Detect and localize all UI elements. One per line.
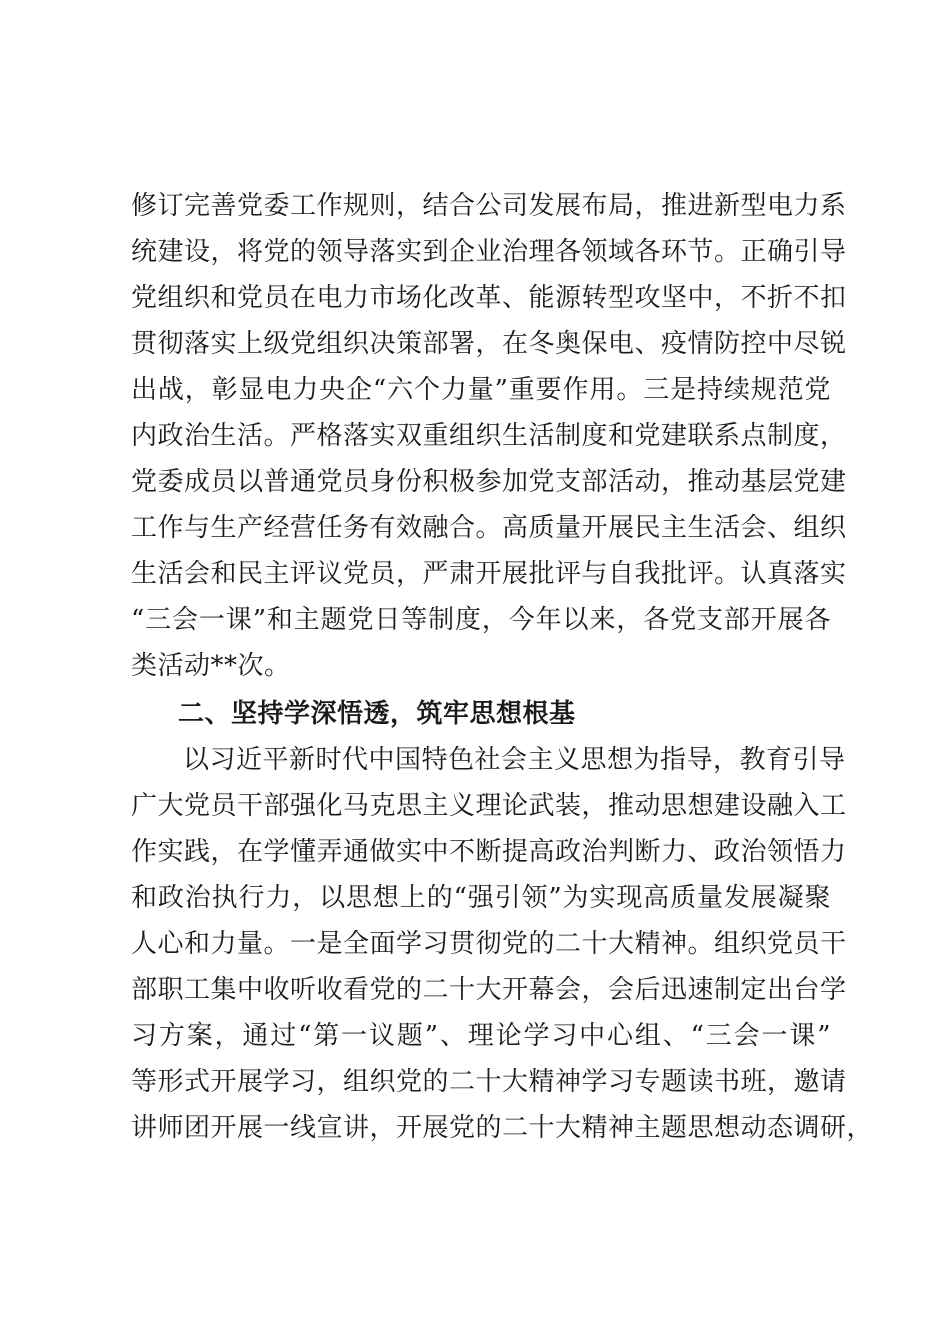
paragraph-line: 广大党员干部强化马克思主义理论武装，推动思想建设融入工: [131, 791, 847, 821]
paragraph-line: 类活动**次。: [131, 651, 291, 681]
section-2-heading: 二、坚持学深悟透，筑牢思想根基: [178, 699, 576, 729]
paragraph-line: “三会一课”和主题党日等制度，今年以来，各党支部开展各: [131, 605, 831, 635]
paragraph-line: 习方案，通过“第一议题”、理论学习中心组、“三会一课”: [131, 1021, 831, 1051]
paragraph-line: 以习近平新时代中国特色社会主义思想为指导，教育引导: [183, 745, 846, 775]
paragraph-line: 讲师团开展一线宣讲，开展党的二十大精神主题思想动态调研，: [131, 1113, 874, 1143]
paragraph-line: 党组织和党员在电力市场化改革、能源转型攻坚中，不折不扣: [131, 283, 847, 313]
paragraph-line: 党委成员以普通党员身份积极参加党支部活动，推动基层党建: [131, 467, 847, 497]
paragraph-line: 修订完善党委工作规则，结合公司发展布局，推进新型电力系: [131, 191, 847, 221]
paragraph-line: 生活会和民主评议党员，严肃开展批评与自我批评。认真落实: [131, 559, 847, 589]
paragraph-line: 工作与生产经营任务有效融合。高质量开展民主生活会、组织: [131, 513, 847, 543]
paragraph-line: 出战，彰显电力央企“六个力量”重要作用。三是持续规范党: [131, 375, 831, 405]
paragraph-line: 贯彻落实上级党组织决策部署，在冬奥保电、疫情防控中尽锐: [131, 329, 847, 359]
paragraph-line: 和政治执行力，以思想上的“强引领”为实现高质量发展凝聚: [131, 883, 831, 913]
paragraph-line: 部职工集中收听收看党的二十大开幕会，会后迅速制定出台学: [131, 975, 847, 1005]
paragraph-line: 等形式开展学习，组织党的二十大精神学习专题读书班，邀请: [131, 1067, 847, 1097]
paragraph-line: 人心和力量。一是全面学习贯彻党的二十大精神。组织党员干: [131, 929, 847, 959]
paragraph-line: 统建设，将党的领导落实到企业治理各领域各环节。正确引导: [131, 237, 847, 267]
paragraph-line: 作实践，在学懂弄通做实中不断提高政治判断力、政治领悟力: [131, 837, 847, 867]
paragraph-line: 内政治生活。严格落实双重组织生活制度和党建联系点制度，: [131, 421, 847, 451]
